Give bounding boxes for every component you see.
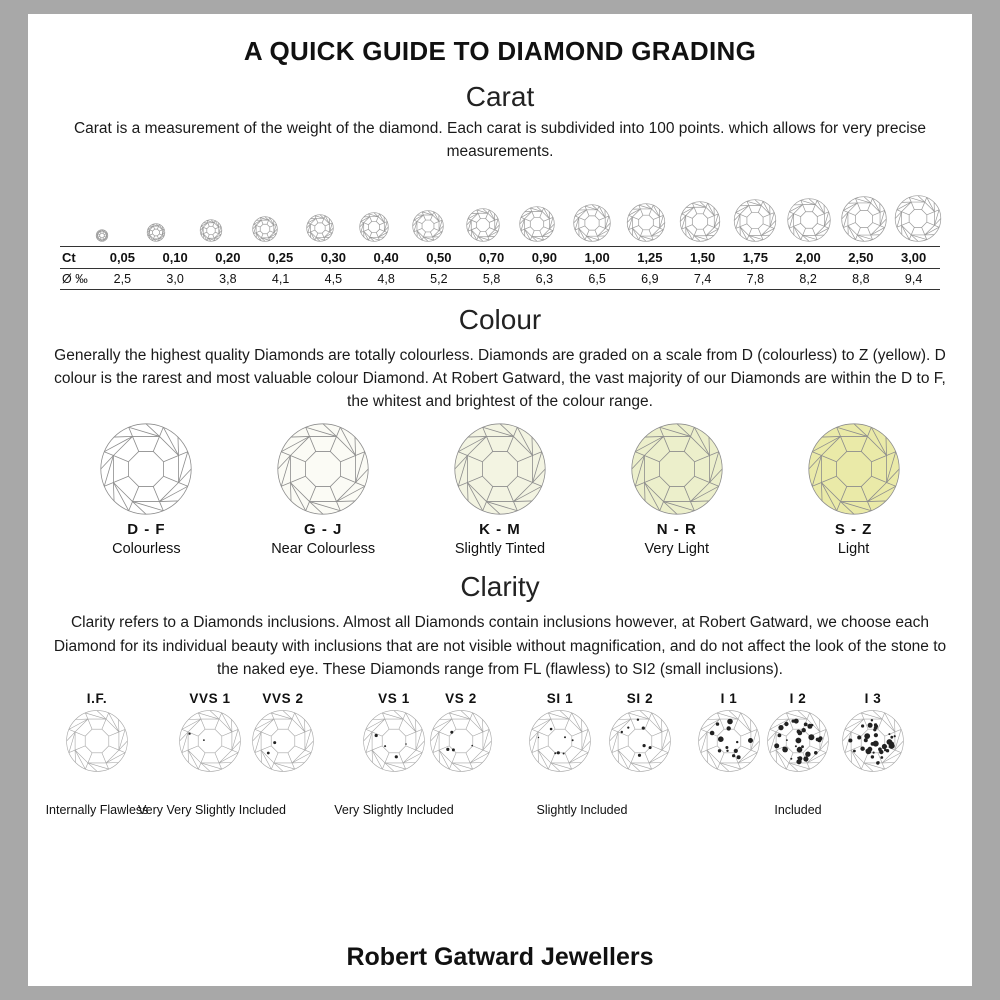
diamond-icon [42, 710, 152, 772]
colour-grade-item [597, 423, 757, 557]
colour-grade-description: Slightly Tinted [454, 541, 546, 558]
colour-grade-description: Very Light [644, 541, 710, 558]
carat-stone-row [28, 174, 972, 244]
colour-grade-label: N - R [656, 521, 697, 539]
carat-diameter-cell: 5,8 [465, 268, 518, 289]
row-label-ct: Ct [60, 246, 96, 268]
carat-stone [359, 212, 389, 242]
carat-stone [466, 208, 500, 242]
carat-diameter-cell: 3,8 [202, 268, 255, 289]
carat-weight-cell: 2,00 [782, 246, 835, 268]
section-heading-colour: Colour [458, 303, 542, 335]
colour-grade-label: S - Z [834, 521, 873, 539]
clarity-grade-item [42, 691, 152, 772]
clarity-grade-label: VS 2 [445, 691, 477, 706]
carat-stone [199, 219, 222, 242]
section-paragraph-colour: Generally the highest quality Diamonds are totally colourless. Diamonds are graded on a scale from D (colourless) to Z (yellow). D colour is the rarest and most valuable colour Diamond. At Robert Gatward, the vast majority of our Diamonds are within the D to F, the whitest and brightest of the colour range. [54, 346, 946, 410]
clarity-grade-label: SI 1 [546, 691, 574, 706]
diamond-icon [406, 710, 516, 772]
carat-stone [627, 203, 666, 242]
carat-weight-cell: 0,70 [465, 246, 518, 268]
colour-grade-label: D - F [127, 521, 166, 539]
diamond-icon [774, 423, 934, 515]
carat-diameter-cell: 7,8 [729, 268, 782, 289]
carat-weight-cell: 0,20 [202, 246, 255, 268]
carat-diameter-cell: 4,8 [360, 268, 413, 289]
clarity-grade-label: I 2 [789, 691, 807, 706]
clarity-grade-label: VS 1 [378, 691, 410, 706]
carat-weight-cell: 0,25 [254, 246, 307, 268]
carat-weight-cell: 1,50 [676, 246, 729, 268]
carat-diameter-cell: 7,4 [676, 268, 729, 289]
carat-stone [895, 195, 942, 242]
carat-stone [680, 201, 721, 242]
colour-grade-description: Colourless [112, 541, 181, 558]
carat-stone [96, 229, 109, 242]
section-paragraph-carat: Carat is a measurement of the weight of the diamond. Each carat is subdivided into 100 points. which allows for very precise measurements. [73, 120, 927, 161]
carat-diameter-cell: 3,0 [149, 268, 202, 289]
clarity-grade-item [406, 691, 516, 772]
diamond-icon [818, 710, 928, 772]
carat-diameter-cell: 8,8 [835, 268, 888, 289]
carat-size-table [60, 246, 940, 290]
clarity-grade-row [28, 691, 972, 856]
clarity-grade-label: SI 2 [626, 691, 654, 706]
carat-stone [787, 198, 831, 242]
section-heading-carat: Carat [465, 81, 535, 112]
carat-diameter-cell: 6,9 [624, 268, 677, 289]
colour-grade-description: Light [837, 541, 870, 558]
colour-grade-description: Near Colourless [271, 541, 376, 558]
diamond-icon [243, 423, 403, 515]
clarity-caption: Very Very Slightly Included [138, 803, 286, 817]
carat-stone [841, 196, 887, 242]
carat-weight-cell: 0,05 [96, 246, 149, 268]
carat-diameter-cell: 4,1 [254, 268, 307, 289]
clarity-grade-label: VVS 1 [189, 691, 231, 706]
carat-weight-cell: 1,00 [571, 246, 624, 268]
clarity-grade-label: VVS 2 [262, 691, 304, 706]
carat-diameter-cell: 2,5 [96, 268, 149, 289]
carat-stone [306, 214, 334, 242]
diamond-icon [420, 423, 580, 515]
poster [28, 14, 972, 986]
diamond-icon [66, 423, 226, 515]
colour-grade-label: G - J [304, 521, 343, 539]
carat-weight-cell: 3,00 [887, 246, 940, 268]
carat-weight-cell: 0,50 [413, 246, 466, 268]
colour-grade-label: K - M [479, 521, 521, 539]
row-label-diameter: Ø ‰ [60, 268, 96, 289]
carat-weight-cell: 0,40 [360, 246, 413, 268]
carat-diameter-cell: 6,5 [571, 268, 624, 289]
colour-grade-row [28, 423, 972, 557]
section-heading-clarity: Clarity [460, 571, 540, 603]
clarity-grade-label: I.F. [86, 691, 108, 706]
carat-stone [412, 210, 444, 242]
section-paragraph-clarity: Clarity refers to a Diamonds inclusions. Almost all Diamonds contain inclusions however, at Robert Gatward, we choose each Diamond for its individual beauty with inclusions that are not visible without magnification, and do not affect the look of the stone to the naked eye. These Diamonds range from FL (flawless) to SI2 (small inclusions). [53, 614, 947, 678]
diamond-icon [597, 423, 757, 515]
table-row-diameter [60, 268, 940, 289]
carat-stone [252, 216, 278, 242]
carat-diameter-cell: 5,2 [413, 268, 466, 289]
clarity-caption: Slightly Included [536, 803, 628, 817]
carat-weight-cell: 1,75 [729, 246, 782, 268]
carat-diameter-cell: 6,3 [518, 268, 571, 289]
colour-grade-item [420, 423, 580, 557]
colour-grade-item [243, 423, 403, 557]
diamond-icon [228, 710, 338, 772]
table-row-carat-weight [60, 246, 940, 268]
carat-diameter-cell: 8,2 [782, 268, 835, 289]
carat-stone [573, 204, 611, 242]
clarity-grade-label: I 1 [720, 691, 738, 706]
carat-stone [519, 206, 555, 242]
colour-grade-item [66, 423, 226, 557]
clarity-caption: Very Slightly Included [334, 803, 454, 817]
clarity-caption: Internally Flawless [45, 803, 149, 817]
clarity-caption: Included [774, 803, 822, 817]
clarity-grade-item [228, 691, 338, 772]
colour-grade-item [774, 423, 934, 557]
carat-weight-cell: 0,10 [149, 246, 202, 268]
carat-weight-cell: 1,25 [624, 246, 677, 268]
clarity-grade-label: I 3 [864, 691, 882, 706]
carat-diameter-cell: 4,5 [307, 268, 360, 289]
carat-weight-cell: 0,90 [518, 246, 571, 268]
carat-stone [733, 199, 776, 242]
page-title: A QUICK GUIDE TO DIAMOND GRADING [243, 36, 757, 66]
carat-stone [147, 223, 166, 242]
brand-footer: Robert Gatward Jewellers [346, 943, 654, 971]
carat-weight-cell: 0,30 [307, 246, 360, 268]
carat-diameter-cell: 9,4 [887, 268, 940, 289]
carat-weight-cell: 2,50 [835, 246, 888, 268]
clarity-grade-item [818, 691, 928, 772]
